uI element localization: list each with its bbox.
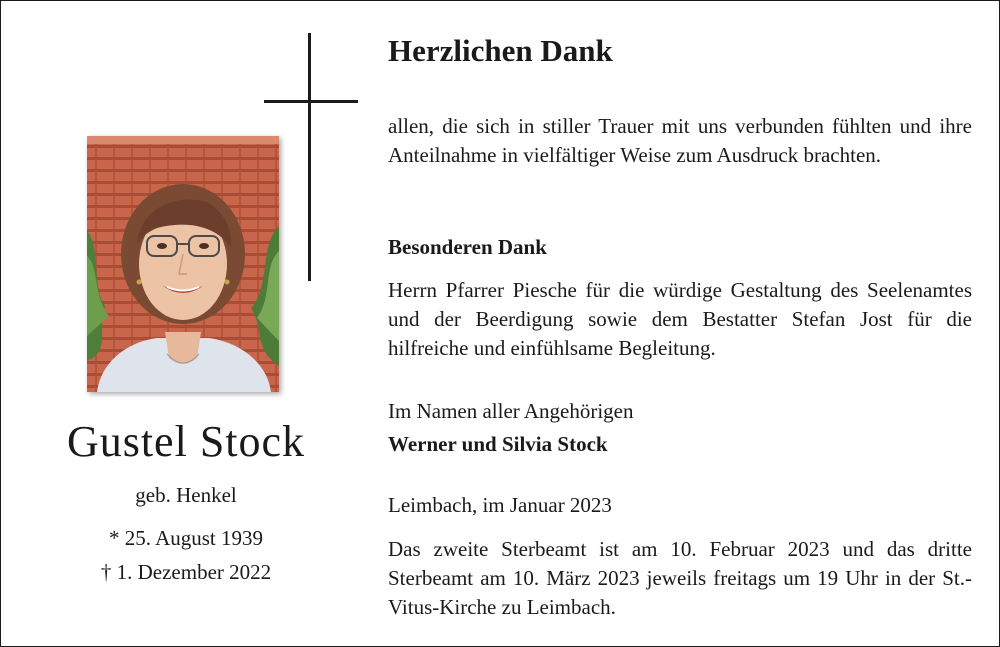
family-names: Werner und Silvia Stock [388,432,608,456]
cross-icon [308,33,311,281]
cross-icon-bar [264,100,358,103]
portrait-photo [87,136,279,392]
service-info: Das zweite Sterbeamt ist am 10. Februar 2023 und das dritte Sterbeamt am 10. März 2023 jeweils freitags um 19 Uhr in der St.-Vitus-Kirche zu Leimbach. [388,537,972,619]
deceased-name: Gustel Stock [66,417,306,466]
thanks-text: allen, die sich in stiller Trauer mit uns verbunden fühlten und ihre Anteilnahme in vielfältiger Weise zum Ausdruck brachten. [388,114,972,167]
death-date: † 1. Dezember 2022 [100,560,272,584]
special-thanks-heading: Besonderen Dank [388,235,547,259]
place-date: Leimbach, im Januar 2023 [388,493,612,517]
maiden-name: geb. Henkel [135,483,237,507]
on-behalf-line: Im Namen aller Angehörigen [388,399,634,423]
special-thanks-text: Herrn Pfarrer Piesche für die würdige Gestaltung des Seelenamtes und der Beerdigung sowie dem Bestatter Stefan Jost für die hilfreiche und einfühlsame Begleitung. [388,278,972,360]
headline: Herzlichen Dank [388,33,613,68]
birth-date: * 25. August 1939 [108,526,263,550]
